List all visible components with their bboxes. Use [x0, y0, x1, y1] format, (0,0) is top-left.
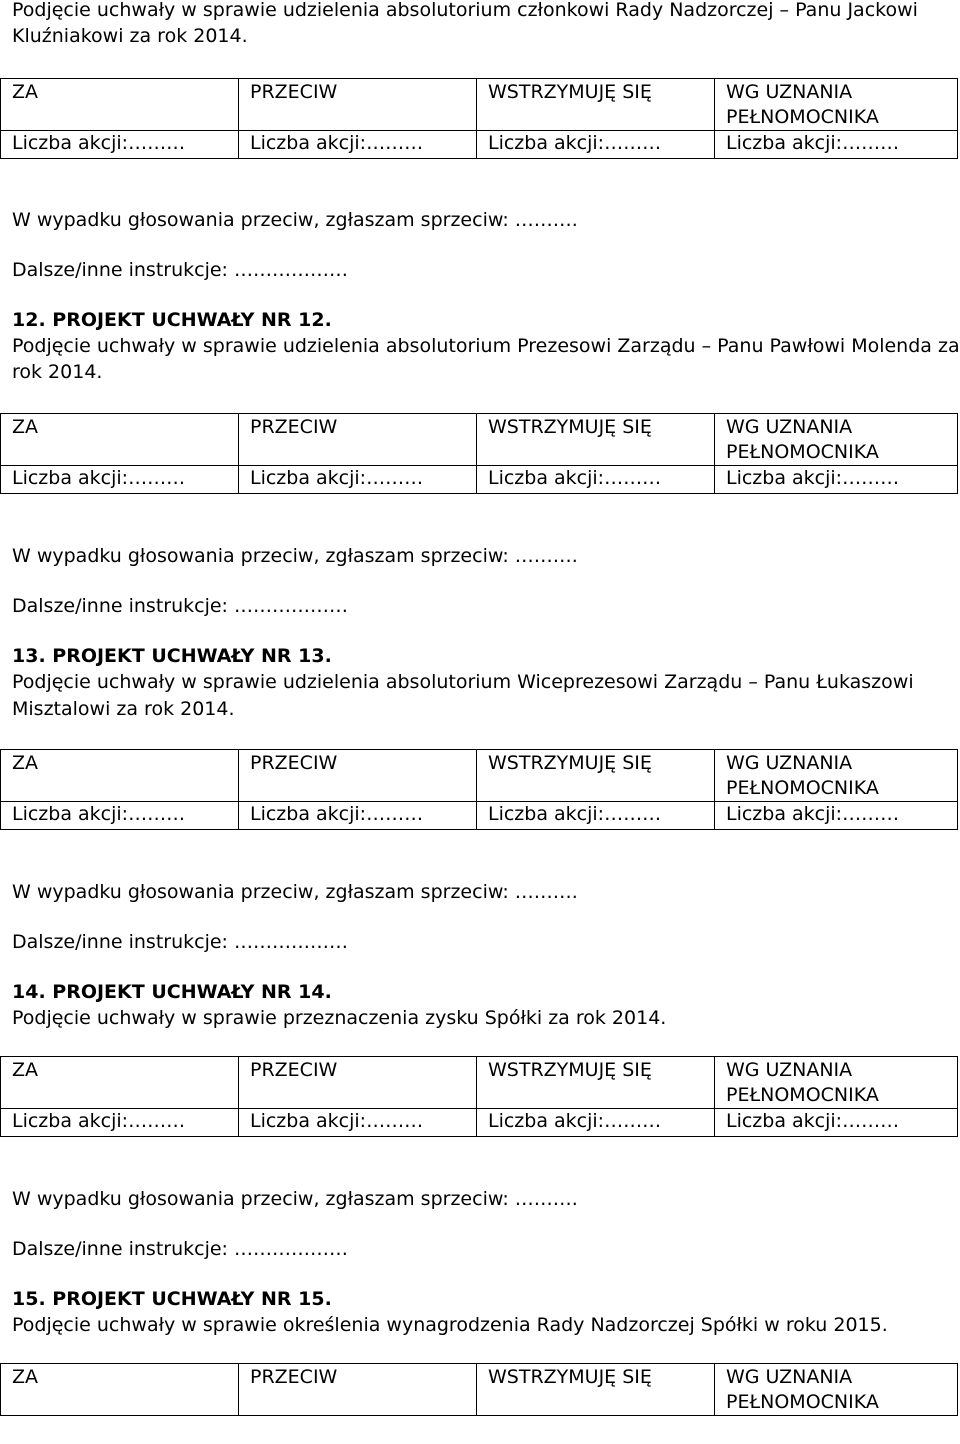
proxy-discretion-label-line-2: PEŁNOMOCNIKA	[726, 106, 879, 128]
resolution-13-vote-table	[0, 749, 958, 830]
vote-option-proxy-discretion-label	[726, 81, 879, 128]
proxy-discretion-label-line-1: WG UZNANIA	[726, 1059, 853, 1081]
resolution-12-description-line-2: rok 2014.	[12, 361, 103, 383]
vote-option-abstain[interactable]: WSTRZYMUJĘ SIĘ	[477, 1364, 715, 1416]
vote-option-for[interactable]: ZA	[1, 1364, 239, 1416]
vote-option-proxy-discretion-label	[726, 1366, 879, 1413]
share-count-proxy-discretion[interactable]: Liczba akcji:………	[715, 1109, 958, 1137]
share-count-against[interactable]: Liczba akcji:………	[239, 802, 477, 830]
resolution-13-heading: 13. PROJEKT UCHWAŁY NR 13.	[12, 645, 332, 667]
vote-option-against[interactable]: PRZECIW	[239, 750, 477, 802]
proxy-discretion-label-line-2: PEŁNOMOCNIKA	[726, 441, 879, 463]
vote-option-proxy-discretion[interactable]	[715, 1057, 958, 1109]
vote-option-for[interactable]: ZA	[1, 79, 239, 131]
proxy-discretion-label-line-2: PEŁNOMOCNIKA	[726, 777, 879, 799]
proxy-discretion-label-line-2: PEŁNOMOCNIKA	[726, 1391, 879, 1413]
vote-option-abstain[interactable]: WSTRZYMUJĘ SIĘ	[477, 79, 715, 131]
resolution-13-objection-field[interactable]: W wypadku głosowania przeciw, zgłaszam sprzeciw: ……….	[12, 881, 578, 903]
share-count-proxy-discretion[interactable]: Liczba akcji:………	[715, 131, 958, 159]
vote-option-against[interactable]: PRZECIW	[239, 1364, 477, 1416]
vote-option-proxy-discretion[interactable]	[715, 79, 958, 131]
share-count-for[interactable]: Liczba akcji:………	[1, 466, 239, 494]
resolution-12-objection-field[interactable]: W wypadku głosowania przeciw, zgłaszam sprzeciw: ……….	[12, 545, 578, 567]
share-count-abstain[interactable]: Liczba akcji:………	[477, 131, 715, 159]
share-count-proxy-discretion[interactable]: Liczba akcji:………	[715, 802, 958, 830]
share-count-for[interactable]: Liczba akcji:………	[1, 1109, 239, 1137]
vote-option-for[interactable]: ZA	[1, 414, 239, 466]
vote-option-proxy-discretion-label	[726, 1059, 879, 1106]
resolution-15-description-line-1: Podjęcie uchwały w sprawie określenia wynagrodzenia Rady Nadzorczej Spółki w roku 2015.	[12, 1314, 888, 1336]
share-count-abstain[interactable]: Liczba akcji:………	[477, 466, 715, 494]
resolution-12-heading: 12. PROJEKT UCHWAŁY NR 12.	[12, 309, 332, 331]
vote-option-against[interactable]: PRZECIW	[239, 1057, 477, 1109]
proxy-discretion-label-line-1: WG UZNANIA	[726, 416, 853, 438]
vote-option-proxy-discretion[interactable]	[715, 750, 958, 802]
share-count-abstain[interactable]: Liczba akcji:………	[477, 802, 715, 830]
proxy-discretion-label-line-1: WG UZNANIA	[726, 1366, 853, 1388]
vote-option-proxy-discretion-label	[726, 752, 879, 799]
share-count-for[interactable]: Liczba akcji:………	[1, 131, 239, 159]
resolution-12-description-line-1: Podjęcie uchwały w sprawie udzielenia absolutorium Prezesowi Zarządu – Panu Pawłowi Molenda za	[12, 335, 960, 357]
resolution-11-vote-table	[0, 78, 958, 159]
vote-option-proxy-discretion[interactable]	[715, 1364, 958, 1416]
proxy-discretion-label-line-2: PEŁNOMOCNIKA	[726, 1084, 879, 1106]
resolution-13-description-line-2: Misztalowi za rok 2014.	[12, 698, 235, 720]
vote-option-proxy-discretion[interactable]	[715, 414, 958, 466]
share-count-for[interactable]: Liczba akcji:………	[1, 802, 239, 830]
vote-option-against[interactable]: PRZECIW	[239, 414, 477, 466]
vote-option-abstain[interactable]: WSTRZYMUJĘ SIĘ	[477, 414, 715, 466]
resolution-14-description-line-1: Podjęcie uchwały w sprawie przeznaczenia zysku Spółki za rok 2014.	[12, 1007, 667, 1029]
share-count-against[interactable]: Liczba akcji:………	[239, 1109, 477, 1137]
resolution-12-instructions-field[interactable]: Dalsze/inne instrukcje: ………………	[12, 595, 348, 617]
vote-option-abstain[interactable]: WSTRZYMUJĘ SIĘ	[477, 750, 715, 802]
vote-option-for[interactable]: ZA	[1, 1057, 239, 1109]
share-count-against[interactable]: Liczba akcji:………	[239, 466, 477, 494]
vote-option-abstain[interactable]: WSTRZYMUJĘ SIĘ	[477, 1057, 715, 1109]
resolution-13-instructions-field[interactable]: Dalsze/inne instrukcje: ………………	[12, 931, 348, 953]
vote-option-for[interactable]: ZA	[1, 750, 239, 802]
resolution-13-description-line-1: Podjęcie uchwały w sprawie udzielenia absolutorium Wiceprezesowi Zarządu – Panu Łukaszowi	[12, 671, 914, 693]
resolution-14-vote-table	[0, 1056, 958, 1137]
vote-option-against[interactable]: PRZECIW	[239, 79, 477, 131]
share-count-abstain[interactable]: Liczba akcji:………	[477, 1109, 715, 1137]
resolution-14-objection-field[interactable]: W wypadku głosowania przeciw, zgłaszam sprzeciw: ……….	[12, 1188, 578, 1210]
vote-option-proxy-discretion-label	[726, 416, 879, 463]
resolution-15-vote-table	[0, 1363, 958, 1416]
resolution-14-instructions-field[interactable]: Dalsze/inne instrukcje: ………………	[12, 1238, 348, 1260]
resolution-15-heading: 15. PROJEKT UCHWAŁY NR 15.	[12, 1288, 332, 1310]
resolution-11-description-line-1: Podjęcie uchwały w sprawie udzielenia absolutorium członkowi Rady Nadzorczej – Panu Jackowi	[12, 0, 918, 21]
proxy-discretion-label-line-1: WG UZNANIA	[726, 752, 853, 774]
resolution-12-vote-table	[0, 413, 958, 494]
resolution-11-objection-field[interactable]: W wypadku głosowania przeciw, zgłaszam sprzeciw: ……….	[12, 209, 578, 231]
share-count-against[interactable]: Liczba akcji:………	[239, 131, 477, 159]
resolution-14-heading: 14. PROJEKT UCHWAŁY NR 14.	[12, 981, 332, 1003]
resolution-11-description-line-2: Kluźniakowi za rok 2014.	[12, 25, 248, 47]
proxy-discretion-label-line-1: WG UZNANIA	[726, 81, 853, 103]
resolution-11-instructions-field[interactable]: Dalsze/inne instrukcje: ………………	[12, 259, 348, 281]
share-count-proxy-discretion[interactable]: Liczba akcji:………	[715, 466, 958, 494]
